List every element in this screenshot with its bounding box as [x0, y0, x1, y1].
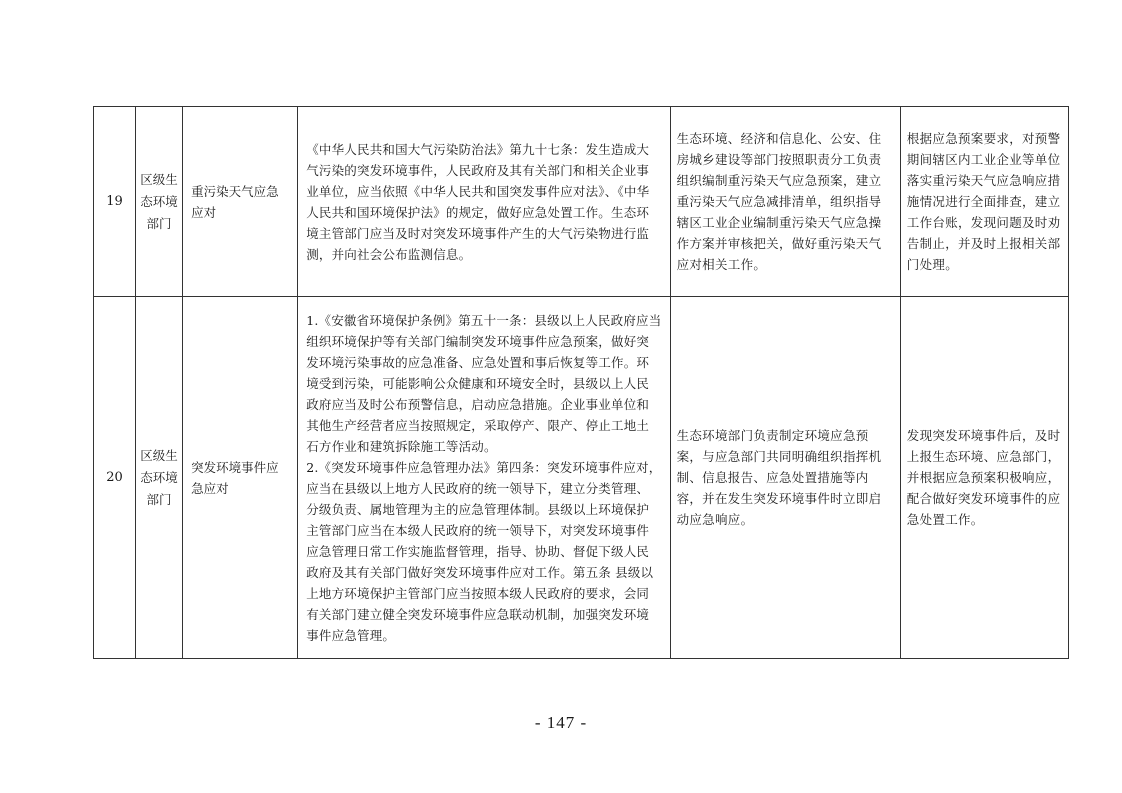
item-cell: 重污染天气应急应对 — [183, 107, 298, 297]
responsibility-cell: 生态环境、经济和信息化、公安、住房城乡建设等部门按照职责分工负责组织编制重污染天气应急预案，建立重污染天气应急减排清单，组织指导辖区工业企业编制重污染天气应急操作方案并审核把关，做好重污染天气应对相关工作。 — [670, 107, 900, 297]
legal-basis-cell — [298, 297, 670, 659]
legal-basis-cell — [298, 107, 670, 297]
legal-basis-paragraph: 《中华人民共和国大气污染防治法》第九十七条：发生造成大气污染的突发环境事件，人民政府及其有关部门和相关企业事业单位，应当依照《中华人民共和国突发事件应对法》、《中华人民共和国环境保护法》的规定，做好应急处置工作。生态环境主管部门应当及时对突发环境事件产生的大气污染物进行监测，并向社会公布监测信息。 — [306, 141, 650, 262]
row-number: 19 — [94, 107, 136, 297]
responsibility-cell: 生态环境部门负责制定环境应急预案，与应急部门共同明确组织指挥机制、信息报告、应急处置措施等内容，并在发生突发环境事件时立即启动应急响应。 — [670, 297, 900, 659]
item-cell: 突发环境事件应急应对 — [183, 297, 298, 659]
legal-basis-paragraph: 1.《安徽省环境保护条例》第五十一条：县级以上人民政府应当组织环境保护等有关部门编制突发环境事件应急预案，做好突发环境污染事故的应急准备、应急处置和事后恢复等工作。环境受到污染，可能影响公众健康和环境安全时，县级以上人民政府应当及时公布预警信息，启动应急措施。企业事业单位和其他生产经营者应当按照规定，采取停产、限产、停止工地土石方作业和建筑拆除施工等活动。 — [306, 312, 662, 454]
page-number: - 147 - — [534, 713, 588, 732]
duty-cell: 发现突发环境事件后，及时上报生态环境、应急部门，并根据应急预案积极响应，配合做好突发环境事件的应急处置工作。 — [900, 297, 1068, 659]
table-row — [94, 297, 1069, 659]
table-row — [94, 107, 1069, 297]
responsibility-table — [93, 106, 1069, 659]
department-cell: 区级生态环境部门 — [136, 107, 183, 297]
row-number: 20 — [94, 297, 136, 659]
legal-basis-paragraph: 2.《突发环境事件应急管理办法》第四条：突发环境事件应对，应当在县级以上地方人民政府的统一领导下，建立分类管理、分级负责、属地管理为主的应急管理体制。县级以上环境保护主管部门应当在本级人民政府的统一领导下，对突发环境事件应急管理日常工作实施监督管理，指导、协助、督促下级人民政府及其有关部门做好突发环境事件应对工作。第五条 县级以上地方环境保护主管部门应当按照本级人民政府的要求，会同有关部门建立健全突发环境事件应急联动机制，加强突发环境事件应急管理。 — [306, 459, 662, 643]
department-cell: 区级生态环境部门 — [136, 297, 183, 659]
duty-cell: 根据应急预案要求，对预警期间辖区内工业企业等单位落实重污染天气应急响应措施情况进行全面排查，建立工作台账，发现问题及时劝告制止，并及时上报相关部门处理。 — [900, 107, 1068, 297]
